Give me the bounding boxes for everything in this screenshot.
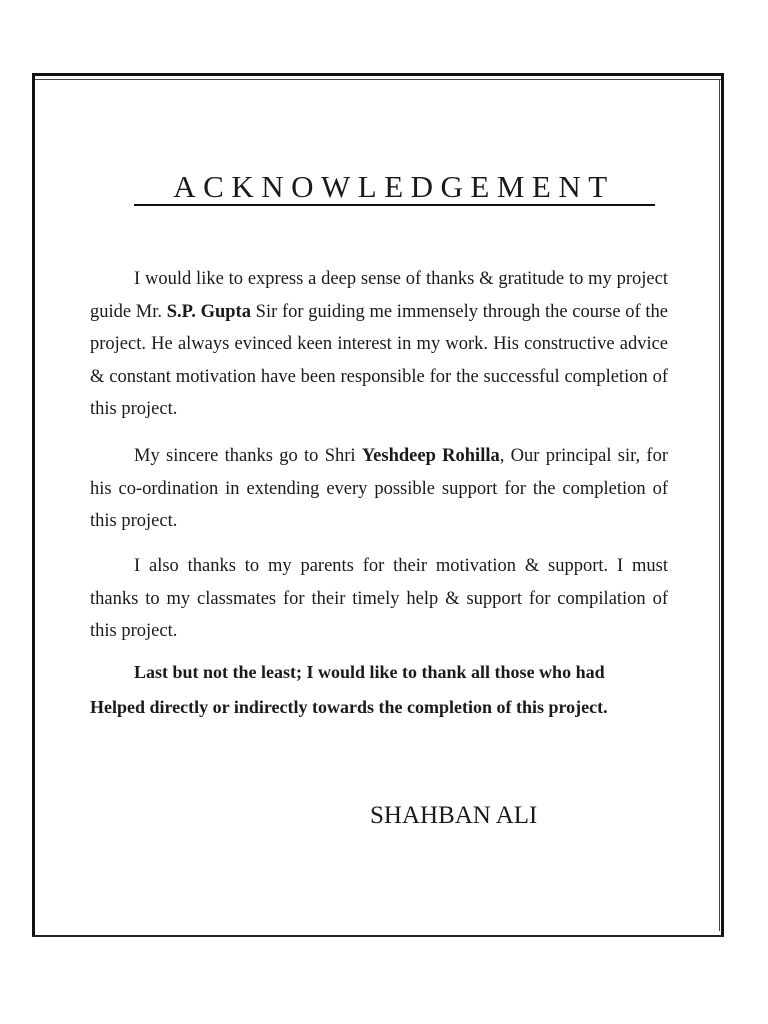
paragraph-parents-thanks <box>90 550 668 648</box>
title-underline <box>134 204 655 206</box>
paragraph-guide-thanks <box>90 263 668 426</box>
paragraph-text: My sincere thanks go to Shri <box>134 446 362 466</box>
closing-text: Last but not the least; I would like to thank all those who had <box>134 662 605 682</box>
paragraph-text: Sir for guiding me immensely through the course of the project. He always evinced keen interest in my work. His constructive advice & constant motivation have been responsible for the successful completion of this project. <box>90 301 668 419</box>
page-title: ACKNOWLEDGEMENT <box>173 169 615 204</box>
guide-name: S.P. Gupta <box>166 301 251 322</box>
border-inner-line-right <box>719 79 720 931</box>
paragraph-text: , Our principal sir, for his co-ordination in extending every possible support for the completion of this project. <box>90 446 668 531</box>
border-inner-line-top <box>35 79 721 80</box>
paragraph-text: I would like to express a deep sense of thanks & gratitude to my project guide Mr. <box>90 269 668 322</box>
closing-line-2: Helped directly or indirectly towards the completion of this project. <box>90 697 608 717</box>
signature-name: SHAHBAN ALI <box>370 802 538 829</box>
principal-name: Yeshdeep Rohilla <box>361 446 500 466</box>
paragraph-text: I also thanks to my parents for their motivation & support. I must thanks to my classmates for their timely help & support for compilation of this project. <box>90 556 668 641</box>
closing-line-1 <box>90 655 668 690</box>
paragraph-principal-thanks <box>90 440 668 538</box>
